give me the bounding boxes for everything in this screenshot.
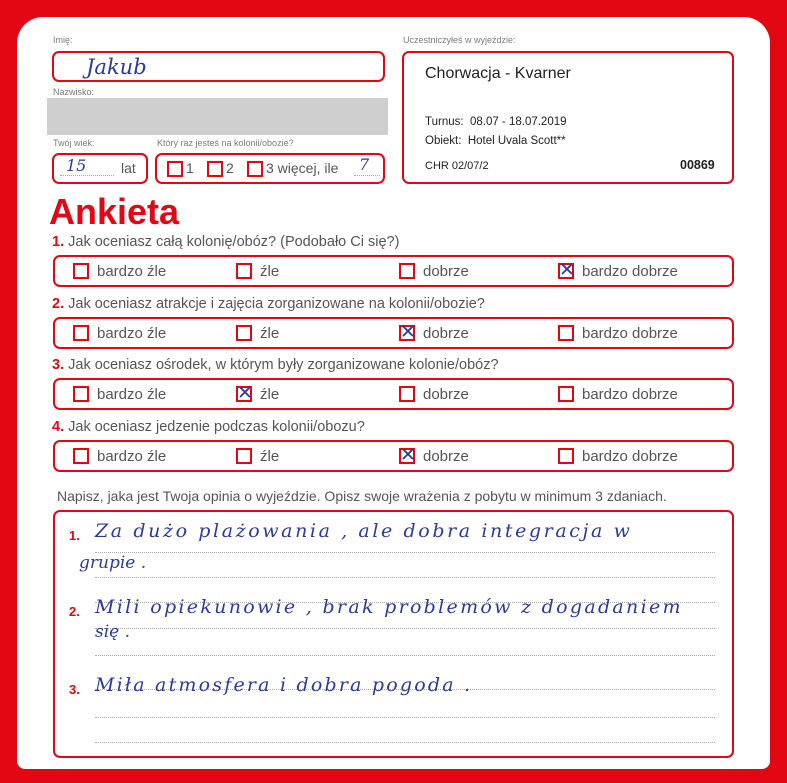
answer-3-number: 3. [69, 682, 80, 697]
question-3-checkbox-2[interactable] [236, 382, 253, 404]
question-4-option-1-label: bardzo źle [97, 448, 167, 465]
times-value: 7 [359, 155, 370, 174]
survey-sheet [17, 17, 770, 769]
question-3-option-1-label: bardzo źle [97, 386, 167, 403]
form-number: 00869 [680, 158, 715, 172]
question-4-number: 4. [52, 419, 65, 435]
question-1-option-3-label: dobrze [423, 263, 469, 280]
times-checkbox-2[interactable] [207, 161, 223, 177]
question-2-checkbox-3[interactable] [399, 321, 416, 343]
age-field[interactable] [52, 153, 148, 184]
answer-2-line-2: się . [95, 622, 131, 642]
trip-code: CHR 02/07/2 [425, 160, 489, 172]
question-1-label: Jak oceniasz całą kolonię/obóz? (Podobało Ci się?) [68, 234, 400, 250]
check-mark-icon: ✕ [400, 444, 416, 466]
name-field[interactable] [52, 51, 385, 82]
question-2-checkbox-2[interactable] [236, 325, 252, 341]
obiekt-value: Hotel Uvala Scott** [467, 135, 566, 147]
question-1-text [52, 234, 399, 250]
age-value: 15 [66, 156, 87, 175]
question-2-checkbox-1[interactable] [73, 325, 89, 341]
question-1-checkbox-1[interactable] [73, 263, 89, 279]
question-2-label: Jak oceniasz atrakcje i zajęcia zorganizowane na kolonii/obozie? [68, 296, 485, 312]
answer-2-number: 2. [69, 604, 80, 619]
question-2-option-1-label: bardzo źle [97, 325, 167, 342]
trip-label: Uczestniczyłeś w wyjeździe: [403, 35, 516, 45]
answer-1-line-2: grupie . [79, 553, 147, 573]
question-1-checkbox-3[interactable] [399, 263, 415, 279]
name-label: Imię: [53, 35, 73, 45]
turnus-row [425, 116, 567, 128]
question-1-option-1-label: bardzo źle [97, 263, 167, 280]
question-4-text [52, 419, 365, 435]
question-1-options [53, 255, 734, 287]
times-option-2: 2 [226, 160, 234, 176]
turnus-value: 08.07 - 18.07.2019 [469, 116, 567, 128]
redacted-surname [47, 98, 388, 135]
question-2-text [52, 296, 485, 312]
question-3-option-2-label: źle [260, 386, 280, 403]
question-1-number: 1. [52, 234, 65, 250]
check-mark-icon: ✕ [559, 259, 575, 281]
times-label: Który raz jesteś na kolonii/obozie? [157, 138, 294, 148]
question-4-label: Jak oceniasz jedzenie podczas kolonii/obozu? [68, 419, 365, 435]
question-2-checkbox-4[interactable] [558, 325, 574, 341]
opinion-prompt: Napisz, jaka jest Twoja opinia o wyjeździe. Opisz swoje wrażenia z pobytu w minimum 3 zdaniach. [57, 488, 667, 504]
opinion-box[interactable] [53, 510, 734, 758]
obiekt-label: Obiekt: [425, 135, 462, 147]
question-2-number: 2. [52, 296, 65, 312]
question-4-option-2-label: źle [260, 448, 280, 465]
question-4-option-4-label: bardzo dobrze [582, 448, 678, 465]
answer-2-line-1: Mili opiekunowie , brak problemów z dogadaniem [95, 596, 683, 618]
answer-3-line-1: Miła atmosfera i dobra pogoda . [95, 674, 473, 696]
question-3-checkbox-4[interactable] [558, 386, 574, 402]
question-1-option-2-label: źle [260, 263, 280, 280]
answer-1-number: 1. [69, 528, 80, 543]
question-3-checkbox-1[interactable] [73, 386, 89, 402]
times-checkbox-3[interactable] [247, 161, 263, 177]
question-2-option-2-label: źle [260, 325, 280, 342]
question-3-option-3-label: dobrze [423, 386, 469, 403]
name-value: Jakub [86, 55, 147, 79]
answer-1-line-1: Za dużo plażowania , ale dobra integracja w [95, 520, 633, 542]
question-2-option-4-label: bardzo dobrze [582, 325, 678, 342]
trip-title: Chorwacja - Kvarner [425, 65, 571, 82]
obiekt-row [425, 135, 566, 147]
question-3-number: 3. [52, 357, 65, 373]
question-4-option-3-label: dobrze [423, 448, 469, 465]
check-mark-icon: ✕ [400, 321, 416, 343]
question-4-checkbox-1[interactable] [73, 448, 89, 464]
question-1-checkbox-2[interactable] [236, 263, 252, 279]
question-1-checkbox-4[interactable] [558, 259, 575, 281]
page-title: Ankieta [49, 191, 180, 232]
times-option-1: 1 [186, 160, 194, 176]
question-4-checkbox-3[interactable] [399, 444, 416, 466]
trip-info-box [402, 51, 734, 184]
times-checkbox-1[interactable] [167, 161, 183, 177]
question-3-label: Jak oceniasz ośrodek, w którym były zorganizowane kolonie/obóz? [68, 357, 499, 373]
age-label: Twój wiek: [53, 138, 95, 148]
age-unit: lat [121, 160, 136, 176]
question-4-checkbox-4[interactable] [558, 448, 574, 464]
question-3-checkbox-3[interactable] [399, 386, 415, 402]
check-mark-icon: ✕ [237, 382, 253, 404]
question-4-checkbox-2[interactable] [236, 448, 252, 464]
question-4-options [53, 440, 734, 472]
question-1-option-4-label: bardzo dobrze [582, 263, 678, 280]
question-3-options [53, 378, 734, 410]
question-2-option-3-label: dobrze [423, 325, 469, 342]
question-3-option-4-label: bardzo dobrze [582, 386, 678, 403]
times-field[interactable] [155, 153, 385, 184]
times-option-3: 3 więcej, ile [266, 160, 339, 176]
question-3-text [52, 357, 499, 373]
turnus-label: Turnus: [425, 116, 464, 128]
surname-label: Nazwisko: [53, 87, 95, 97]
question-2-options [53, 317, 734, 349]
